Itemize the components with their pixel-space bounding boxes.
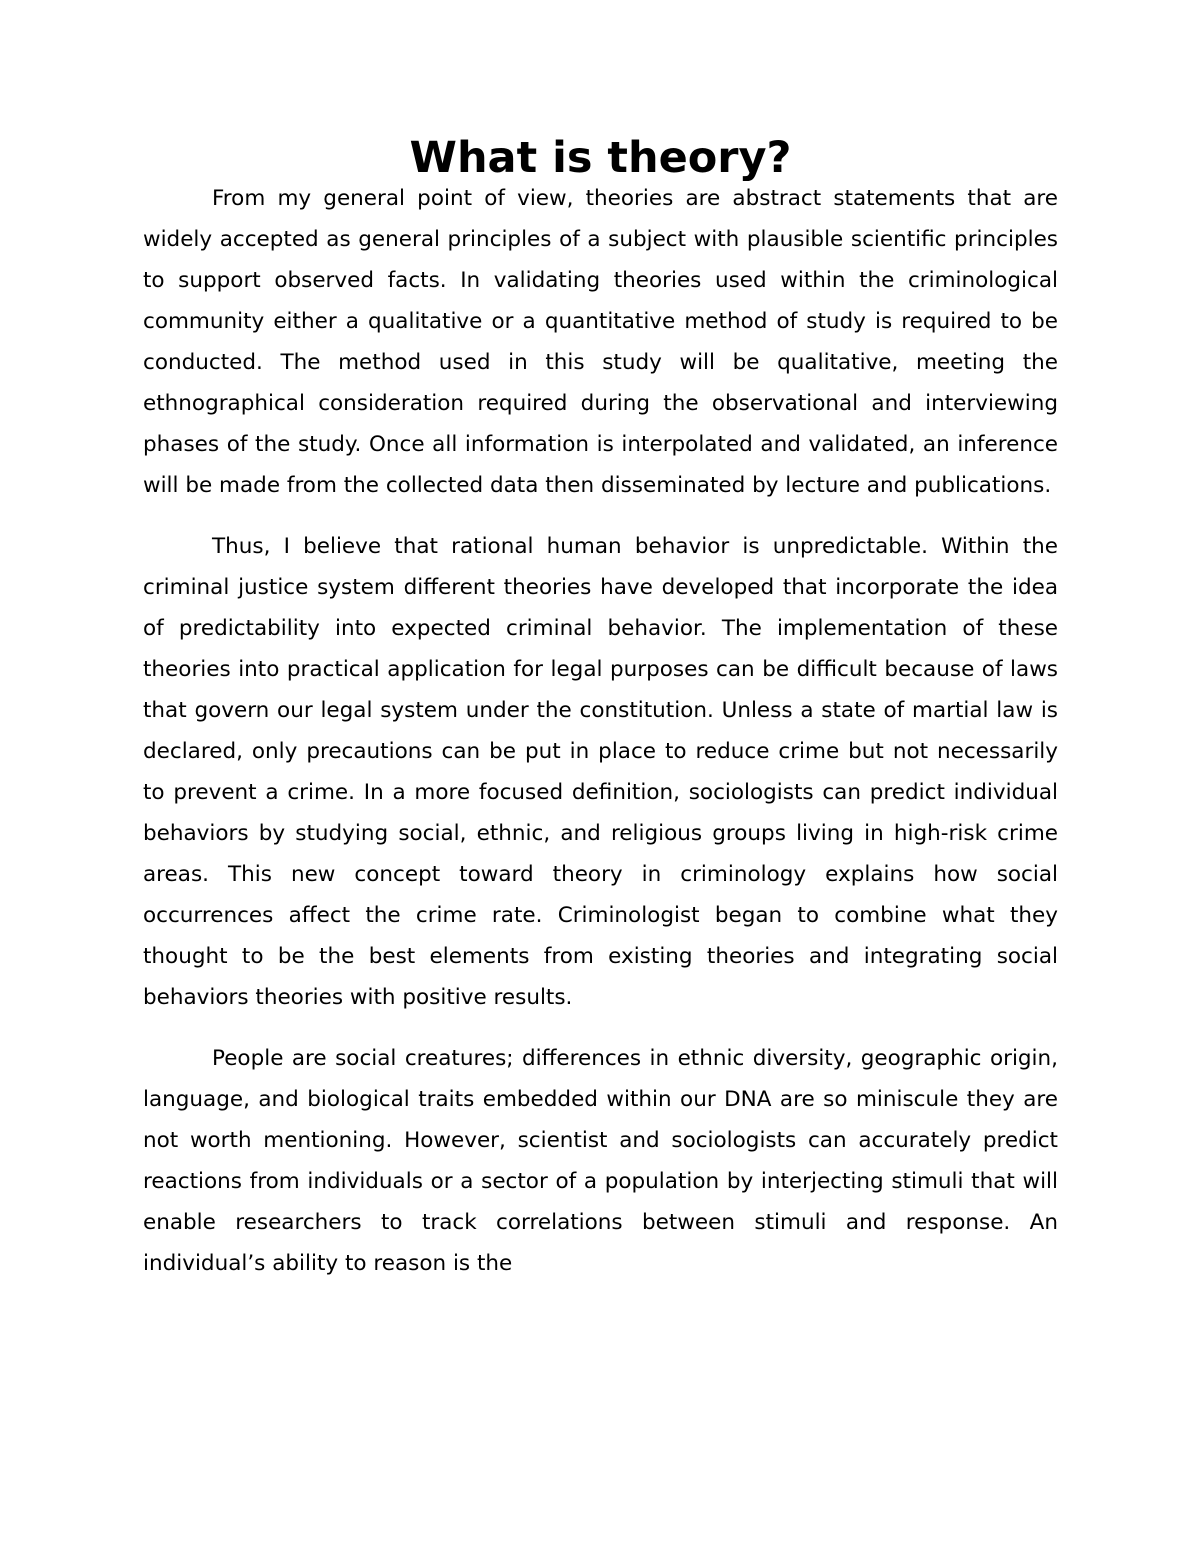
paragraph-1: From my general point of view, theories are abstract statements that are widely accepted as general principles of a subject with plausible scientific principles to support observed facts. In validating theories used within the criminological community either a qualitative or a quantitative method of study is required to be conducted. The method used in this study will be qualitative, meeting the ethnographical consideration required during the observational and interviewing phases of the study. Once all information is interpolated and validated, an inference will be made from the collected data then disseminated by lecture and publications.: [143, 186, 1058, 498]
paragraph-2: Thus, I believe that rational human behavior is unpredictable. Within the criminal justice system different theories have developed that incorporate the idea of predictability into expected criminal behavior. The implementation of these theories into practical application for legal purposes can be difficult because of laws that govern our legal system under the constitution. Unless a state of martial law is declared, only precautions can be put in place to reduce crime but not necessarily to prevent a crime. In a more focused definition, sociologists can predict individual behaviors by studying social, ethnic, and religious groups living in high-risk crime areas. This new concept toward theory in criminology explains how social occurrences affect the crime rate. Criminologist began to combine what they thought to be the best elements from existing theories and integrating social behaviors theories with positive results.: [143, 534, 1058, 1010]
document-body: [143, 133, 1058, 1304]
document-title: What is theory?: [409, 133, 792, 183]
paragraph-3: People are social creatures; differences in ethnic diversity, geographic origin, language, and biological traits embedded within our DNA are so miniscule they are not worth mentioning. However, scientist and sociologists can accurately predict reactions from individuals or a sector of a population by interjecting stimuli that will enable researchers to track correlations between stimuli and response. An individual’s ability to reason is the: [143, 1046, 1058, 1276]
